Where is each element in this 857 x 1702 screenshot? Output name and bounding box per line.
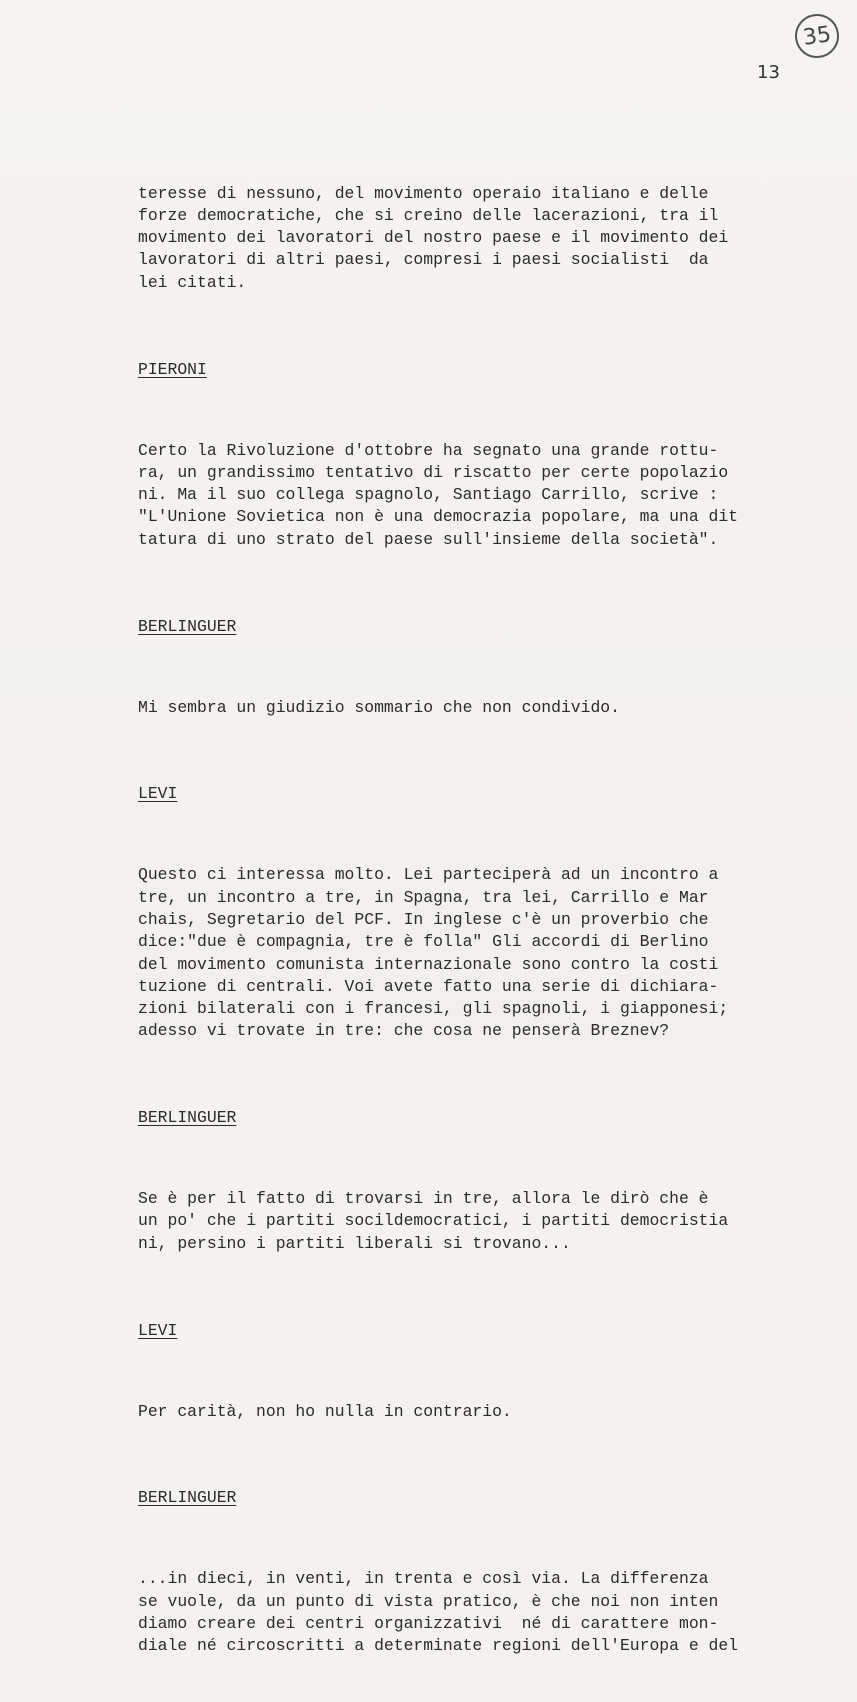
paragraph: Per carità, non ho nulla in contrario.: [138, 1401, 512, 1421]
page-number: 13: [757, 62, 780, 83]
paragraph: Questo ci interessa molto. Lei parteciperà ad un incontro a tre, un incontro a tre, in Spagna, tra lei, Carrillo e Mar chais, Segretario del PCF. In inglese c'è un proverbio che dice:"due è compagnia, tre è folla" Gli accordi di Berlino del movimento comunista internazionale sono contro la costi tuzione di centrali. Voi avete fatto una serie di dichiara- zioni bilaterali con i francesi, gli spagnoli, i giapponesi; adesso vi trovate in tre: che cosa ne penserà Breznev?: [138, 865, 729, 1041]
speaker-label: PIERONI: [138, 359, 207, 379]
transcript-body: [138, 138, 798, 1702]
paragraph-continuation: teresse di nessuno, del movimento operaio italiano e delle forze democratiche, che si creino delle lacerazioni, tra il movimento dei lavoratori del nostro paese e il movimento dei lavoratori di altri paesi, compresi i paesi socialisti da lei citati.: [138, 183, 729, 292]
speaker-label: BERLINGUER: [138, 616, 237, 636]
page-stamp: 35: [792, 11, 842, 61]
speaker-label: BERLINGUER: [138, 1488, 237, 1508]
speaker-label: LEVI: [138, 1320, 178, 1340]
speaker-label: BERLINGUER: [138, 1108, 237, 1128]
speaker-label: LEVI: [138, 784, 178, 804]
paragraph: Se è per il fatto di trovarsi in tre, allora le dirò che è un po' che i partiti socildemocratici, i partiti democristia ni, persino i partiti liberali si trovano...: [138, 1189, 729, 1253]
paragraph: Mi sembra un giudizio sommario che non condivido.: [138, 697, 620, 717]
paragraph: Certo la Rivoluzione d'ottobre ha segnato una grande rottu- ra, un grandissimo tentativo di riscatto per certe popolazio ni. Ma il suo collega spagnolo, Santiago Carrillo, scrive : "L'Unione Sovietica non è una democrazia popolare, ma una dit tatura di uno strato del paese sull'insieme della società".: [138, 440, 738, 549]
paragraph: ...in dieci, in venti, in trenta e così via. La differenza se vuole, da un punto di vista pratico, è che noi non inten diamo creare dei centri organizzativi né di carattere mon- diale né circoscritti a determinate regioni dell'Europa e del: [138, 1569, 738, 1656]
